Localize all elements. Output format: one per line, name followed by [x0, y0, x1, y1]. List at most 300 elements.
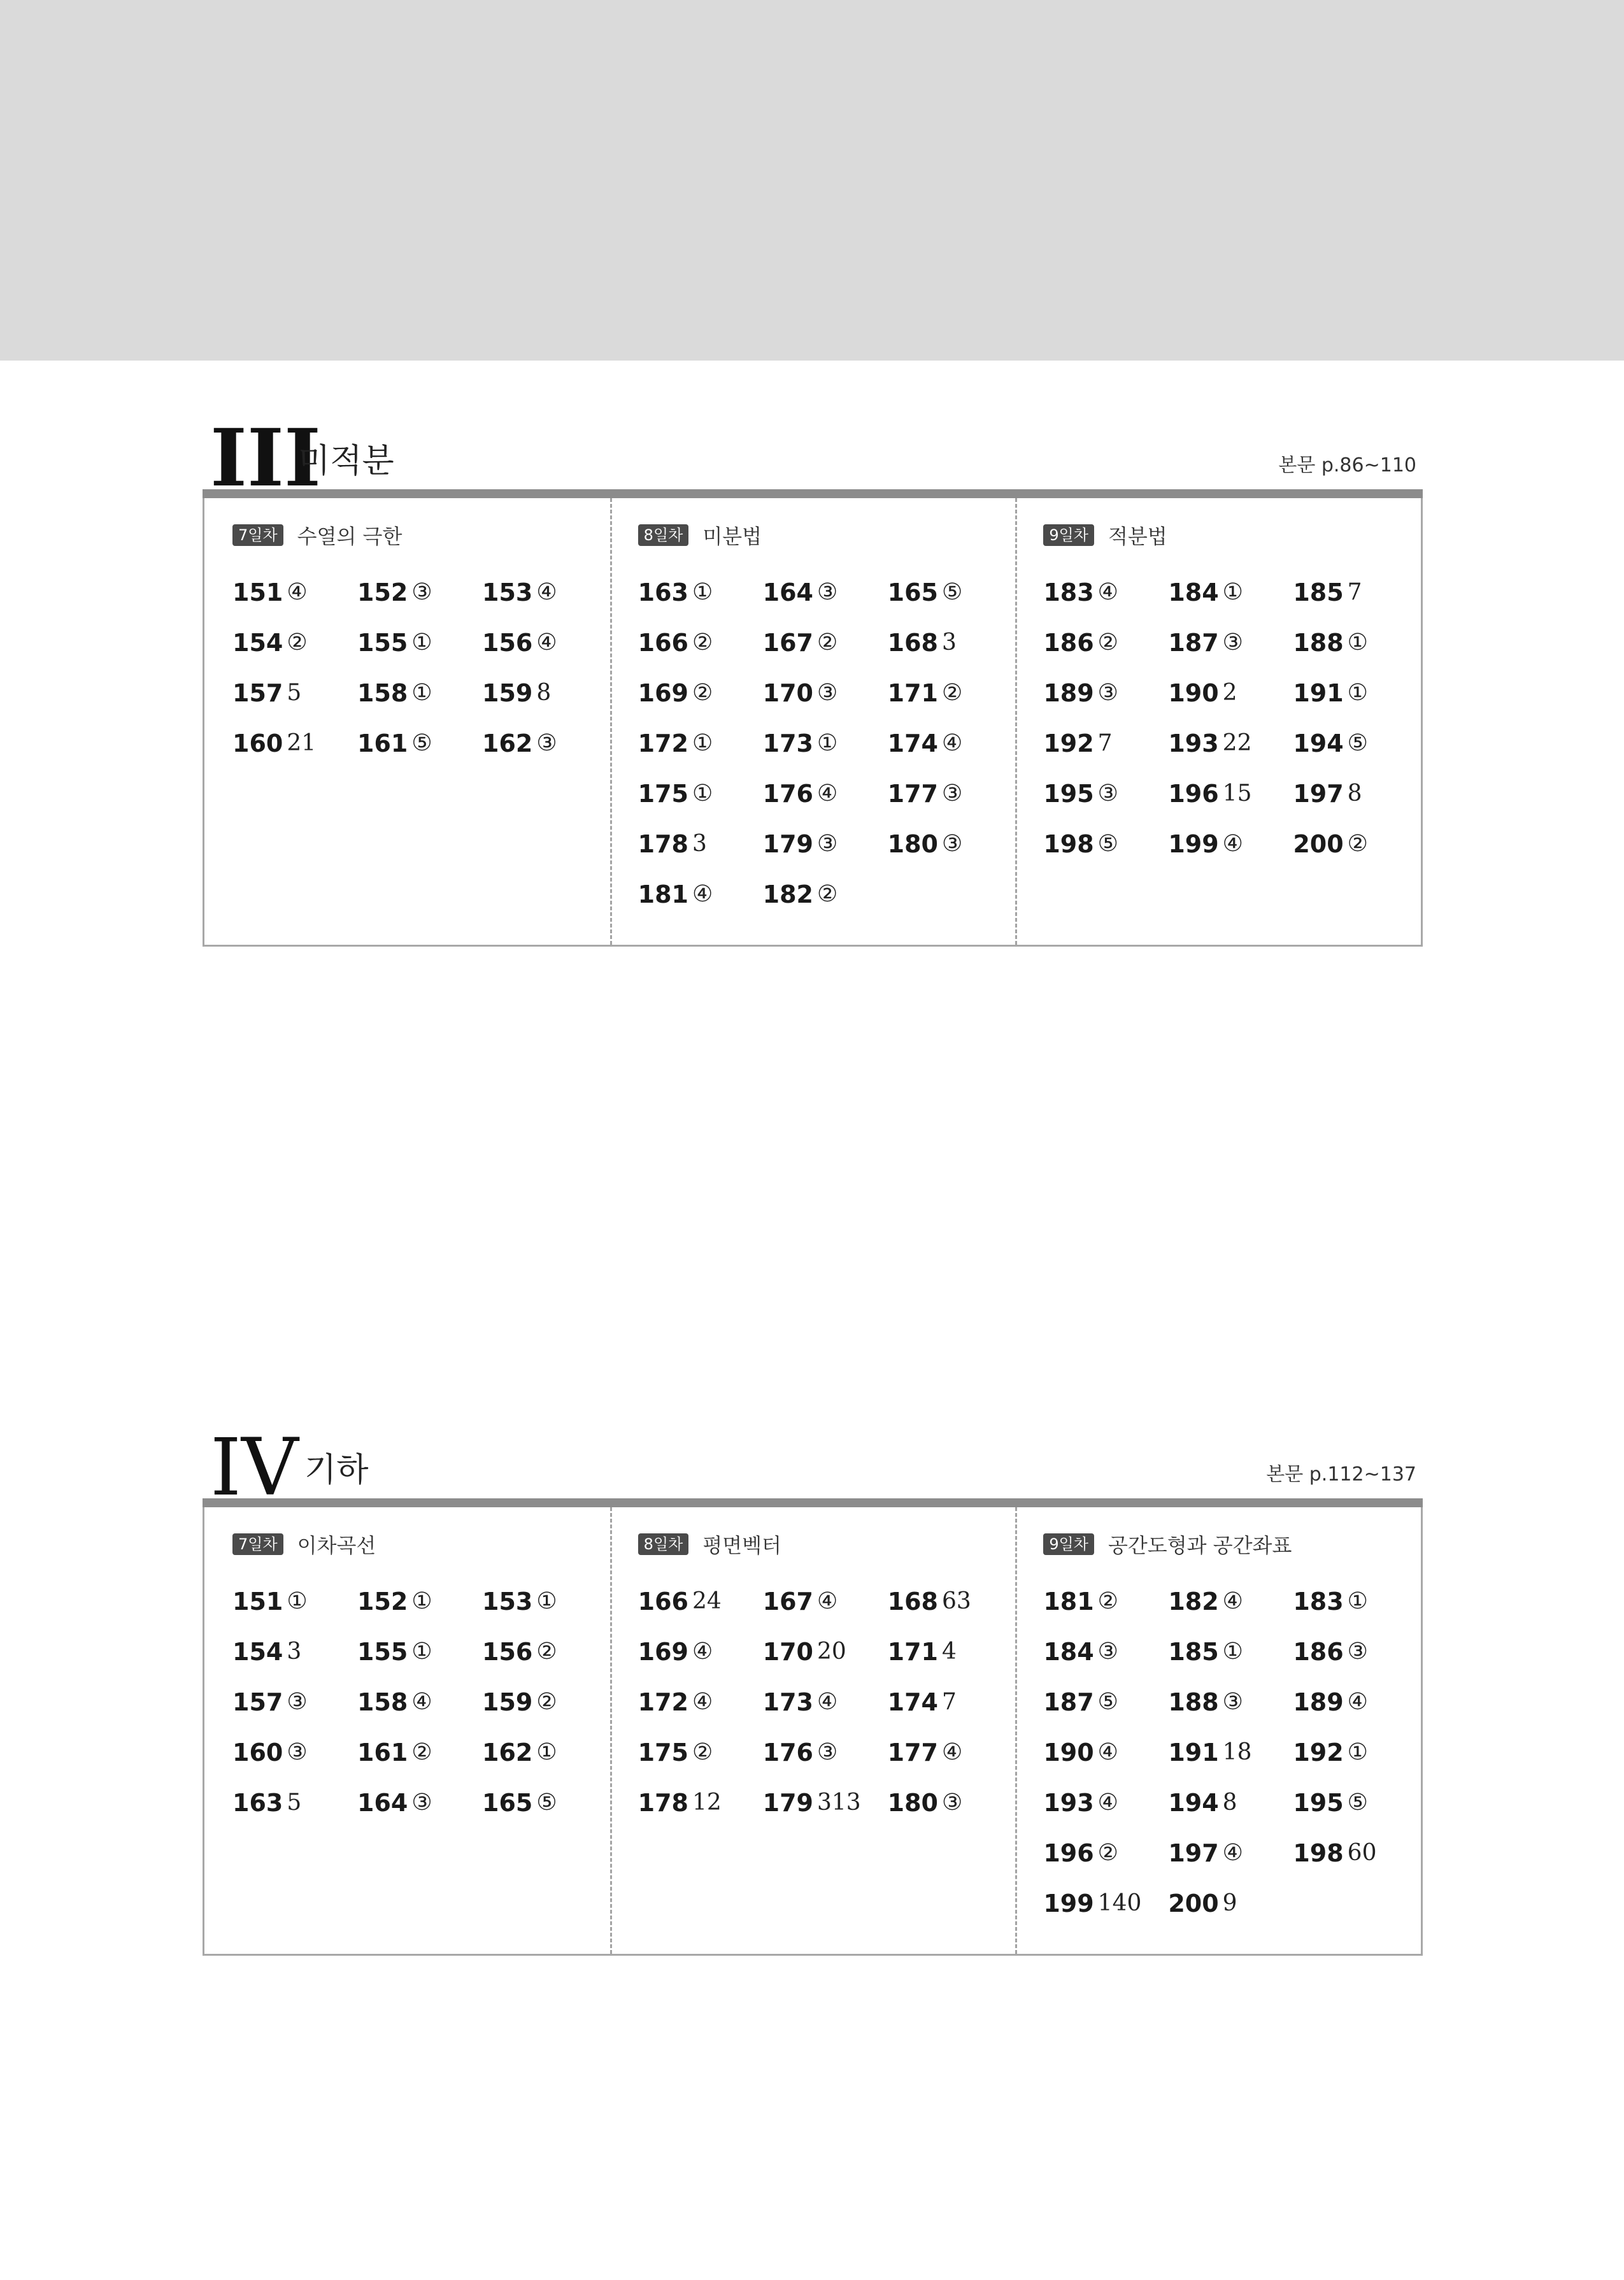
answer-item: [888, 1677, 1013, 1727]
question-number: 156: [482, 1637, 533, 1666]
question-number: 167: [762, 628, 813, 657]
answer-value: ③: [411, 579, 432, 605]
answer-item: [357, 668, 482, 718]
question-number: 151: [232, 1587, 283, 1616]
question-number: 176: [762, 779, 813, 808]
answer-item: [638, 668, 763, 718]
question-number: 162: [482, 1738, 533, 1767]
answer-item: [763, 1727, 888, 1777]
question-number: 165: [887, 578, 938, 606]
answer-value: ④: [817, 780, 838, 807]
answer-value: ④: [1222, 1840, 1243, 1866]
answer-value: ③: [287, 1739, 308, 1765]
question-number: 175: [637, 779, 688, 808]
answer-value: ④: [692, 1638, 713, 1665]
answer-value: ②: [1097, 1840, 1118, 1866]
answer-value: ①: [287, 1588, 308, 1614]
answer-value: ②: [1097, 629, 1118, 656]
answer-value: 22: [1222, 730, 1252, 756]
answer-item: [638, 1777, 763, 1828]
answer-item: [638, 1727, 763, 1777]
answer-item: [1043, 768, 1168, 819]
answer-value: ①: [411, 680, 432, 706]
question-number: 174: [887, 729, 938, 757]
question-number: 159: [482, 678, 533, 707]
question-number: 191: [1168, 1738, 1219, 1767]
day-header: [232, 522, 610, 548]
question-number: 192: [1043, 729, 1094, 757]
answer-value: ④: [536, 629, 557, 656]
answer-value: ④: [1097, 1739, 1118, 1765]
answer-value: ③: [817, 831, 838, 857]
question-number: 158: [357, 1688, 408, 1716]
answer-value: 8: [1222, 1789, 1237, 1816]
answer-value: 9: [1222, 1890, 1237, 1916]
answer-item: [232, 1727, 357, 1777]
answer-value: ①: [1222, 579, 1243, 605]
answer-item: [232, 1626, 357, 1677]
answer-item: [888, 668, 1013, 718]
answer-box: [203, 1507, 1423, 1956]
answer-item: [1293, 1828, 1418, 1878]
answer-value: ④: [817, 1689, 838, 1715]
answer-item: [482, 1777, 607, 1828]
section-number: III: [210, 412, 322, 505]
question-number: 161: [357, 729, 408, 757]
question-number: 168: [887, 628, 938, 657]
day-topic: 미분법: [702, 524, 762, 548]
question-number: 152: [357, 1587, 408, 1616]
question-number: 155: [357, 628, 408, 657]
answer-item: [888, 567, 1013, 617]
answer-item: [763, 1677, 888, 1727]
answer-item: [482, 1677, 607, 1727]
question-number: 200: [1168, 1889, 1219, 1918]
answer-item: [1168, 1576, 1293, 1626]
question-number: 169: [637, 678, 688, 707]
answer-item: [1043, 1828, 1168, 1878]
answer-value: ④: [692, 881, 713, 907]
section-divider-bar: [203, 489, 1423, 498]
question-number: 189: [1043, 678, 1094, 707]
question-number: 152: [357, 578, 408, 606]
answer-item: [357, 1576, 482, 1626]
question-number: 199: [1168, 829, 1219, 858]
answer-value: ①: [692, 780, 713, 807]
answer-value: ⑤: [536, 1789, 557, 1816]
day-badge: 9일차: [1043, 524, 1094, 547]
answer-item: [638, 567, 763, 617]
question-number: 166: [637, 1587, 688, 1616]
day-topic: 평면벡터: [702, 1533, 781, 1558]
answer-item: [763, 668, 888, 718]
answer-value: ①: [817, 730, 838, 756]
answer-item: [1168, 1626, 1293, 1677]
answer-value: ③: [942, 831, 963, 857]
question-number: 187: [1043, 1688, 1094, 1716]
day-topic: 이차곡선: [297, 1533, 376, 1558]
answer-value: ③: [287, 1689, 308, 1715]
day-column: [610, 498, 1016, 945]
answer-value: 313: [817, 1789, 861, 1816]
answer-item: [1293, 567, 1418, 617]
answer-item: [1293, 718, 1418, 768]
day-topic: 적분법: [1108, 524, 1167, 548]
answer-value: ④: [411, 1689, 432, 1715]
question-number: 157: [232, 678, 283, 707]
section-title: 기하: [304, 1451, 369, 1489]
question-number: 196: [1168, 779, 1219, 808]
answer-value: ④: [536, 579, 557, 605]
answer-item: [763, 819, 888, 869]
answer-item: [1168, 768, 1293, 819]
answer-value: ②: [817, 881, 838, 907]
question-number: 162: [482, 729, 533, 757]
answer-item: [357, 1727, 482, 1777]
question-number: 159: [482, 1688, 533, 1716]
question-number: 194: [1168, 1788, 1219, 1817]
answer-value: 140: [1097, 1890, 1142, 1916]
section-header: [203, 412, 1423, 505]
question-number: 181: [1043, 1587, 1094, 1616]
question-number: 173: [762, 1688, 813, 1716]
answer-item: [1043, 668, 1168, 718]
answer-value: ①: [1222, 1638, 1243, 1665]
answer-item: [763, 1576, 888, 1626]
day-header: [232, 1531, 610, 1557]
answer-item: [1043, 617, 1168, 668]
section-calculus: [203, 413, 1423, 947]
question-number: 177: [887, 1738, 938, 1767]
day-header: [638, 522, 1016, 548]
answer-item: [888, 617, 1013, 668]
answer-item: [763, 869, 888, 919]
section-geometry: [203, 1422, 1423, 1956]
answer-value: 3: [942, 629, 957, 656]
question-number: 195: [1043, 779, 1094, 808]
answer-value: ③: [817, 1739, 838, 1765]
day-column: [204, 498, 610, 945]
answer-value: ⑤: [1347, 730, 1368, 756]
question-number: 176: [762, 1738, 813, 1767]
answer-value: ④: [1347, 1689, 1368, 1715]
day-header: [1043, 522, 1421, 548]
day-badge: 8일차: [638, 1533, 689, 1556]
answer-value: 20: [817, 1638, 846, 1665]
answer-value: ④: [287, 579, 308, 605]
question-number: 160: [232, 1738, 283, 1767]
answer-value: ③: [942, 780, 963, 807]
question-number: 151: [232, 578, 283, 606]
answer-value: 24: [692, 1588, 722, 1614]
question-number: 179: [762, 829, 813, 858]
answer-value: ①: [1347, 1588, 1368, 1614]
answer-item: [763, 1626, 888, 1677]
day-column: [204, 1507, 610, 1954]
answer-item: [1043, 1727, 1168, 1777]
answer-value: ②: [1097, 1588, 1118, 1614]
answer-value: 5: [287, 1789, 302, 1816]
answer-item: [1293, 668, 1418, 718]
answer-value: ②: [817, 629, 838, 656]
answer-value: ②: [536, 1638, 557, 1665]
answer-item: [357, 1677, 482, 1727]
answer-value: ③: [1222, 629, 1243, 656]
question-number: 193: [1043, 1788, 1094, 1817]
question-number: 189: [1293, 1688, 1344, 1716]
question-number: 198: [1043, 829, 1094, 858]
answer-item: [1293, 617, 1418, 668]
answer-value: ①: [1347, 629, 1368, 656]
question-number: 183: [1293, 1587, 1344, 1616]
question-number: 164: [762, 578, 813, 606]
answer-item: [638, 768, 763, 819]
answer-value: ①: [536, 1739, 557, 1765]
answer-item: [888, 1777, 1013, 1828]
question-number: 175: [637, 1738, 688, 1767]
question-number: 190: [1168, 678, 1219, 707]
answer-item: [232, 1576, 357, 1626]
question-number: 178: [637, 829, 688, 858]
answer-value: 4: [942, 1638, 957, 1665]
answer-grid: [232, 1576, 610, 1828]
answer-item: [482, 567, 607, 617]
answer-value: 15: [1222, 780, 1252, 807]
question-number: 191: [1293, 678, 1344, 707]
answer-item: [357, 617, 482, 668]
section-title: 미적분: [298, 442, 394, 480]
answer-item: [1168, 617, 1293, 668]
question-number: 156: [482, 628, 533, 657]
answer-item: [1168, 668, 1293, 718]
question-number: 169: [637, 1637, 688, 1666]
question-number: 173: [762, 729, 813, 757]
answer-value: ⑤: [942, 579, 963, 605]
answer-item: [1168, 819, 1293, 869]
answer-value: ②: [1347, 831, 1368, 857]
answer-item: [1293, 1777, 1418, 1828]
answer-value: ④: [1097, 579, 1118, 605]
answer-grid: [1043, 1576, 1421, 1928]
answer-item: [357, 567, 482, 617]
answer-value: 2: [1222, 680, 1237, 706]
answer-value: ②: [692, 629, 713, 656]
answer-item: [232, 718, 357, 768]
question-number: 163: [232, 1788, 283, 1817]
answer-value: ④: [817, 1588, 838, 1614]
answer-value: 7: [1097, 730, 1113, 756]
answer-item: [763, 567, 888, 617]
answer-item: [357, 1626, 482, 1677]
question-number: 192: [1293, 1738, 1344, 1767]
answer-value: ③: [942, 1789, 963, 1816]
answer-item: [638, 1677, 763, 1727]
answer-item: [638, 1626, 763, 1677]
answer-item: [482, 617, 607, 668]
question-number: 187: [1168, 628, 1219, 657]
answer-value: ③: [536, 730, 557, 756]
question-number: 182: [1168, 1587, 1219, 1616]
answer-item: [888, 1576, 1013, 1626]
answer-box: [203, 498, 1423, 947]
answer-item: [357, 1777, 482, 1828]
day-topic: 공간도형과 공간좌표: [1108, 1533, 1292, 1558]
answer-value: ①: [692, 730, 713, 756]
answer-item: [638, 617, 763, 668]
question-number: 183: [1043, 578, 1094, 606]
question-number: 170: [762, 678, 813, 707]
answer-item: [1168, 1878, 1293, 1928]
day-header: [1043, 1531, 1421, 1557]
day-topic: 수열의 극한: [297, 524, 402, 548]
answer-item: [1168, 567, 1293, 617]
answer-item: [1168, 1828, 1293, 1878]
answer-value: ①: [692, 579, 713, 605]
answer-item: [1043, 1878, 1168, 1928]
section-number: IV: [210, 1422, 299, 1514]
question-number: 168: [887, 1587, 938, 1616]
answer-item: [1043, 1677, 1168, 1727]
question-number: 179: [762, 1788, 813, 1817]
page-reference: 본문 p.86~110: [1278, 454, 1416, 477]
answer-value: ⑤: [1097, 1689, 1118, 1715]
answer-item: [638, 718, 763, 768]
answer-value: ③: [1097, 1638, 1118, 1665]
answer-value: 12: [692, 1789, 722, 1816]
question-number: 198: [1293, 1839, 1344, 1867]
answer-item: [638, 869, 763, 919]
day-badge: 9일차: [1043, 1533, 1094, 1556]
answer-item: [482, 718, 607, 768]
question-number: 185: [1168, 1637, 1219, 1666]
answer-item: [638, 1576, 763, 1626]
answer-item: [1168, 1727, 1293, 1777]
question-number: 194: [1293, 729, 1344, 757]
answer-value: ③: [411, 1789, 432, 1816]
answer-item: [1168, 718, 1293, 768]
answer-value: 5: [287, 680, 302, 706]
answer-item: [888, 819, 1013, 869]
answer-item: [232, 567, 357, 617]
day-column: [1015, 498, 1421, 945]
question-number: 188: [1293, 628, 1344, 657]
answer-item: [1043, 1777, 1168, 1828]
page-reference: 본문 p.112~137: [1266, 1463, 1416, 1486]
answer-value: ①: [1347, 680, 1368, 706]
answer-value: 3: [692, 831, 707, 857]
question-number: 167: [762, 1587, 813, 1616]
answer-value: ①: [411, 629, 432, 656]
question-number: 181: [637, 880, 688, 908]
answer-item: [888, 1727, 1013, 1777]
header-band: [0, 0, 1624, 361]
question-number: 166: [637, 628, 688, 657]
answer-value: ②: [536, 1689, 557, 1715]
answer-grid: [232, 567, 610, 768]
question-number: 172: [637, 729, 688, 757]
answer-value: ③: [1097, 780, 1118, 807]
day-header: [638, 1531, 1016, 1557]
answer-item: [482, 1576, 607, 1626]
answer-grid: [638, 1576, 1016, 1828]
answer-item: [763, 718, 888, 768]
question-number: 188: [1168, 1688, 1219, 1716]
section-divider-bar: [203, 1498, 1423, 1507]
answer-item: [888, 768, 1013, 819]
answer-item: [357, 718, 482, 768]
answer-value: ①: [536, 1588, 557, 1614]
question-number: 197: [1168, 1839, 1219, 1867]
answer-value: ④: [692, 1689, 713, 1715]
answer-item: [482, 668, 607, 718]
answer-value: ①: [411, 1588, 432, 1614]
answer-value: ⑤: [411, 730, 432, 756]
answer-value: ②: [692, 1739, 713, 1765]
question-number: 154: [232, 1637, 283, 1666]
answer-value: 18: [1222, 1739, 1252, 1765]
answer-value: 8: [1347, 780, 1362, 807]
answer-item: [232, 617, 357, 668]
answer-value: ②: [411, 1739, 432, 1765]
answer-item: [1293, 1576, 1418, 1626]
question-number: 153: [482, 1587, 533, 1616]
question-number: 178: [637, 1788, 688, 1817]
answer-item: [1293, 768, 1418, 819]
answer-value: ④: [942, 1739, 963, 1765]
answer-value: ⑤: [1347, 1789, 1368, 1816]
answer-item: [232, 668, 357, 718]
answer-item: [1293, 819, 1418, 869]
question-number: 153: [482, 578, 533, 606]
question-number: 200: [1293, 829, 1344, 858]
answer-item: [1043, 819, 1168, 869]
answer-item: [232, 1677, 357, 1727]
question-number: 154: [232, 628, 283, 657]
answer-item: [763, 617, 888, 668]
question-number: 196: [1043, 1839, 1094, 1867]
answer-value: ②: [287, 629, 308, 656]
answer-value: ③: [1222, 1689, 1243, 1715]
answer-value: ③: [1097, 680, 1118, 706]
answer-value: ①: [1347, 1739, 1368, 1765]
question-number: 197: [1293, 779, 1344, 808]
answer-value: ③: [817, 680, 838, 706]
question-number: 182: [762, 880, 813, 908]
answer-value: ④: [942, 730, 963, 756]
answer-item: [232, 1777, 357, 1828]
question-number: 186: [1293, 1637, 1344, 1666]
day-column: [1015, 1507, 1421, 1954]
answer-value: 60: [1347, 1840, 1377, 1866]
answer-value: ②: [942, 680, 963, 706]
answer-grid: [1043, 567, 1421, 869]
question-number: 195: [1293, 1788, 1344, 1817]
answer-value: ①: [411, 1638, 432, 1665]
answer-value: ③: [817, 579, 838, 605]
answer-item: [482, 1626, 607, 1677]
question-number: 186: [1043, 628, 1094, 657]
answer-item: [763, 1777, 888, 1828]
day-column: [610, 1507, 1016, 1954]
answer-item: [1043, 1626, 1168, 1677]
question-number: 165: [482, 1788, 533, 1817]
answer-item: [1043, 567, 1168, 617]
question-number: 171: [887, 1637, 938, 1666]
answer-value: ②: [692, 680, 713, 706]
answer-value: 21: [287, 730, 317, 756]
answer-value: ④: [1222, 1588, 1243, 1614]
day-badge: 8일차: [638, 524, 689, 547]
